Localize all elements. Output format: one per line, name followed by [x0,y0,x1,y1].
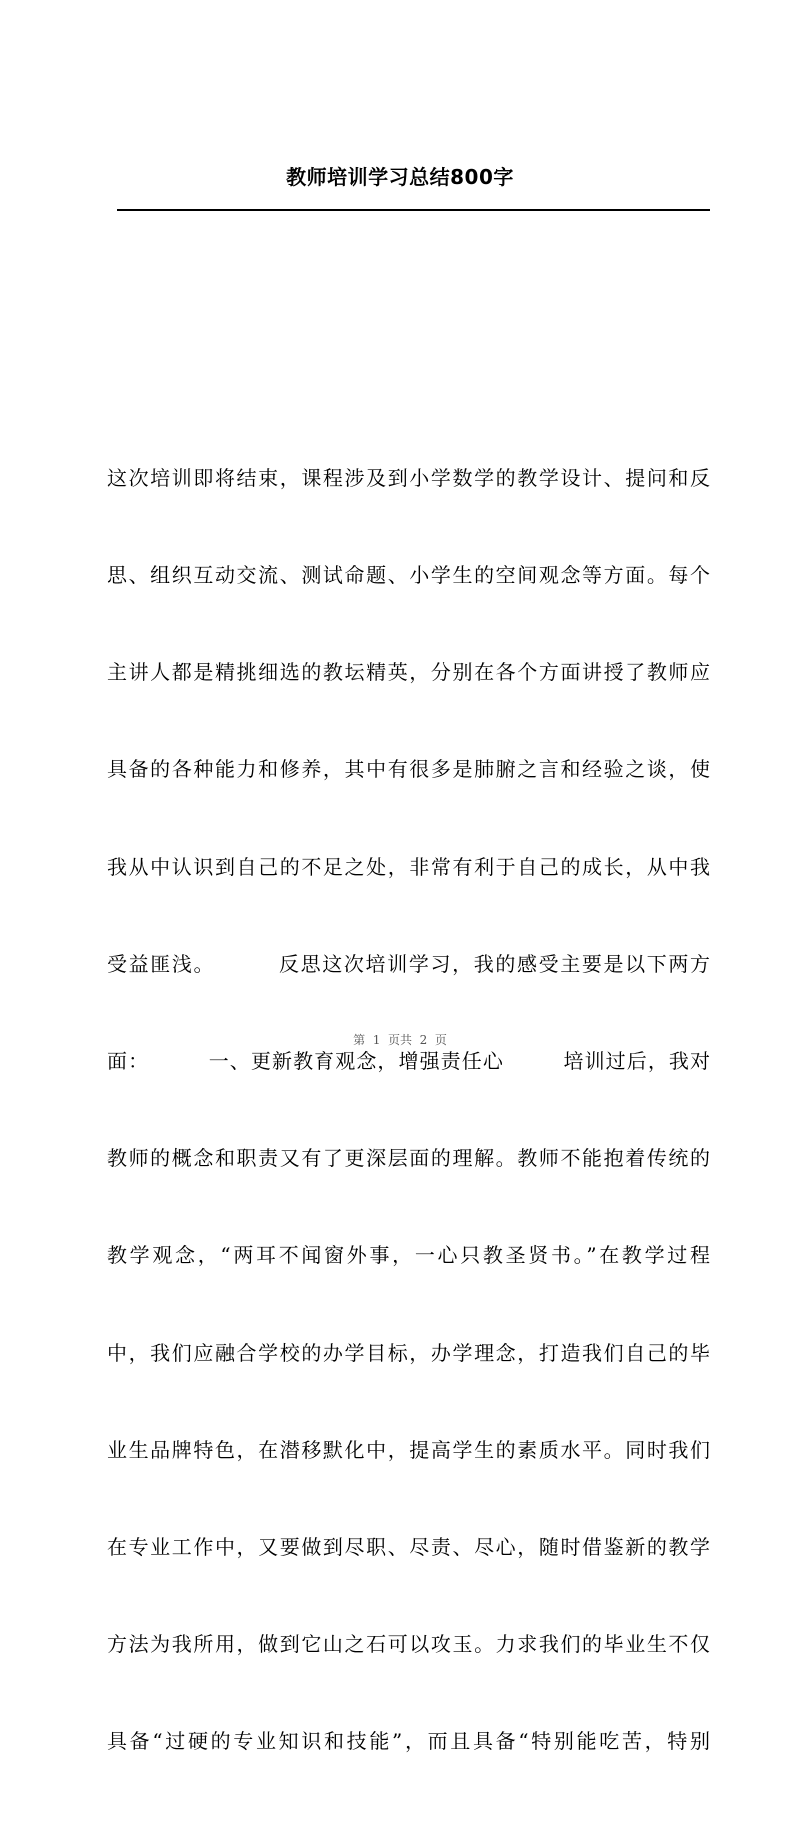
body-line: 具备“过硬的专业知识和技能”，而且具备“特别能吃苦，特别 [107,1729,710,1754]
body-line: 思、组织互动交流、测试命题、小学生的空间观念等方面。每个 [107,563,710,588]
document-body [107,397,710,1823]
body-line: 面： 一、更新教育观念，增强责任心 培训过后，我对 [107,1049,710,1074]
body-line: 主讲人都是精挑细选的教坛精英，分别在各个方面讲授了教师应 [107,660,710,685]
body-line: 在专业工作中，又要做到尽职、尽责、尽心，随时借鉴新的教学 [107,1535,710,1560]
body-line: 受益匪浅。 反思这次培训学习，我的感受主要是以下两方 [107,951,710,976]
body-line: 我从中认识到自己的不足之处，非常有利于自己的成长，从中我 [107,854,710,879]
body-line: 教学观念，“两耳不闻窗外事，一心只教圣贤书。”在教学过程 [107,1243,710,1268]
body-line: 这次培训即将结束，课程涉及到小学数学的教学设计、提问和反 [107,465,710,490]
title-underline-rule [117,209,710,211]
body-line: 教师的概念和职责又有了更深层面的理解。教师不能抱着传统的 [107,1146,710,1171]
body-line: 具备的各种能力和修养，其中有很多是肺腑之言和经验之谈，使 [107,757,710,782]
body-line: 方法为我所用，做到它山之石可以攻玉。力求我们的毕业生不仅 [107,1632,710,1657]
page-footer-number: 第 1 页共 2 页 [353,1033,447,1047]
body-line: 业生品牌特色，在潜移默化中，提高学生的素质水平。同时我们 [107,1437,710,1462]
body-line: 中，我们应融合学校的办学目标，办学理念，打造我们自己的毕 [107,1340,710,1365]
document-title: 教师培训学习总结800字 [286,165,514,189]
